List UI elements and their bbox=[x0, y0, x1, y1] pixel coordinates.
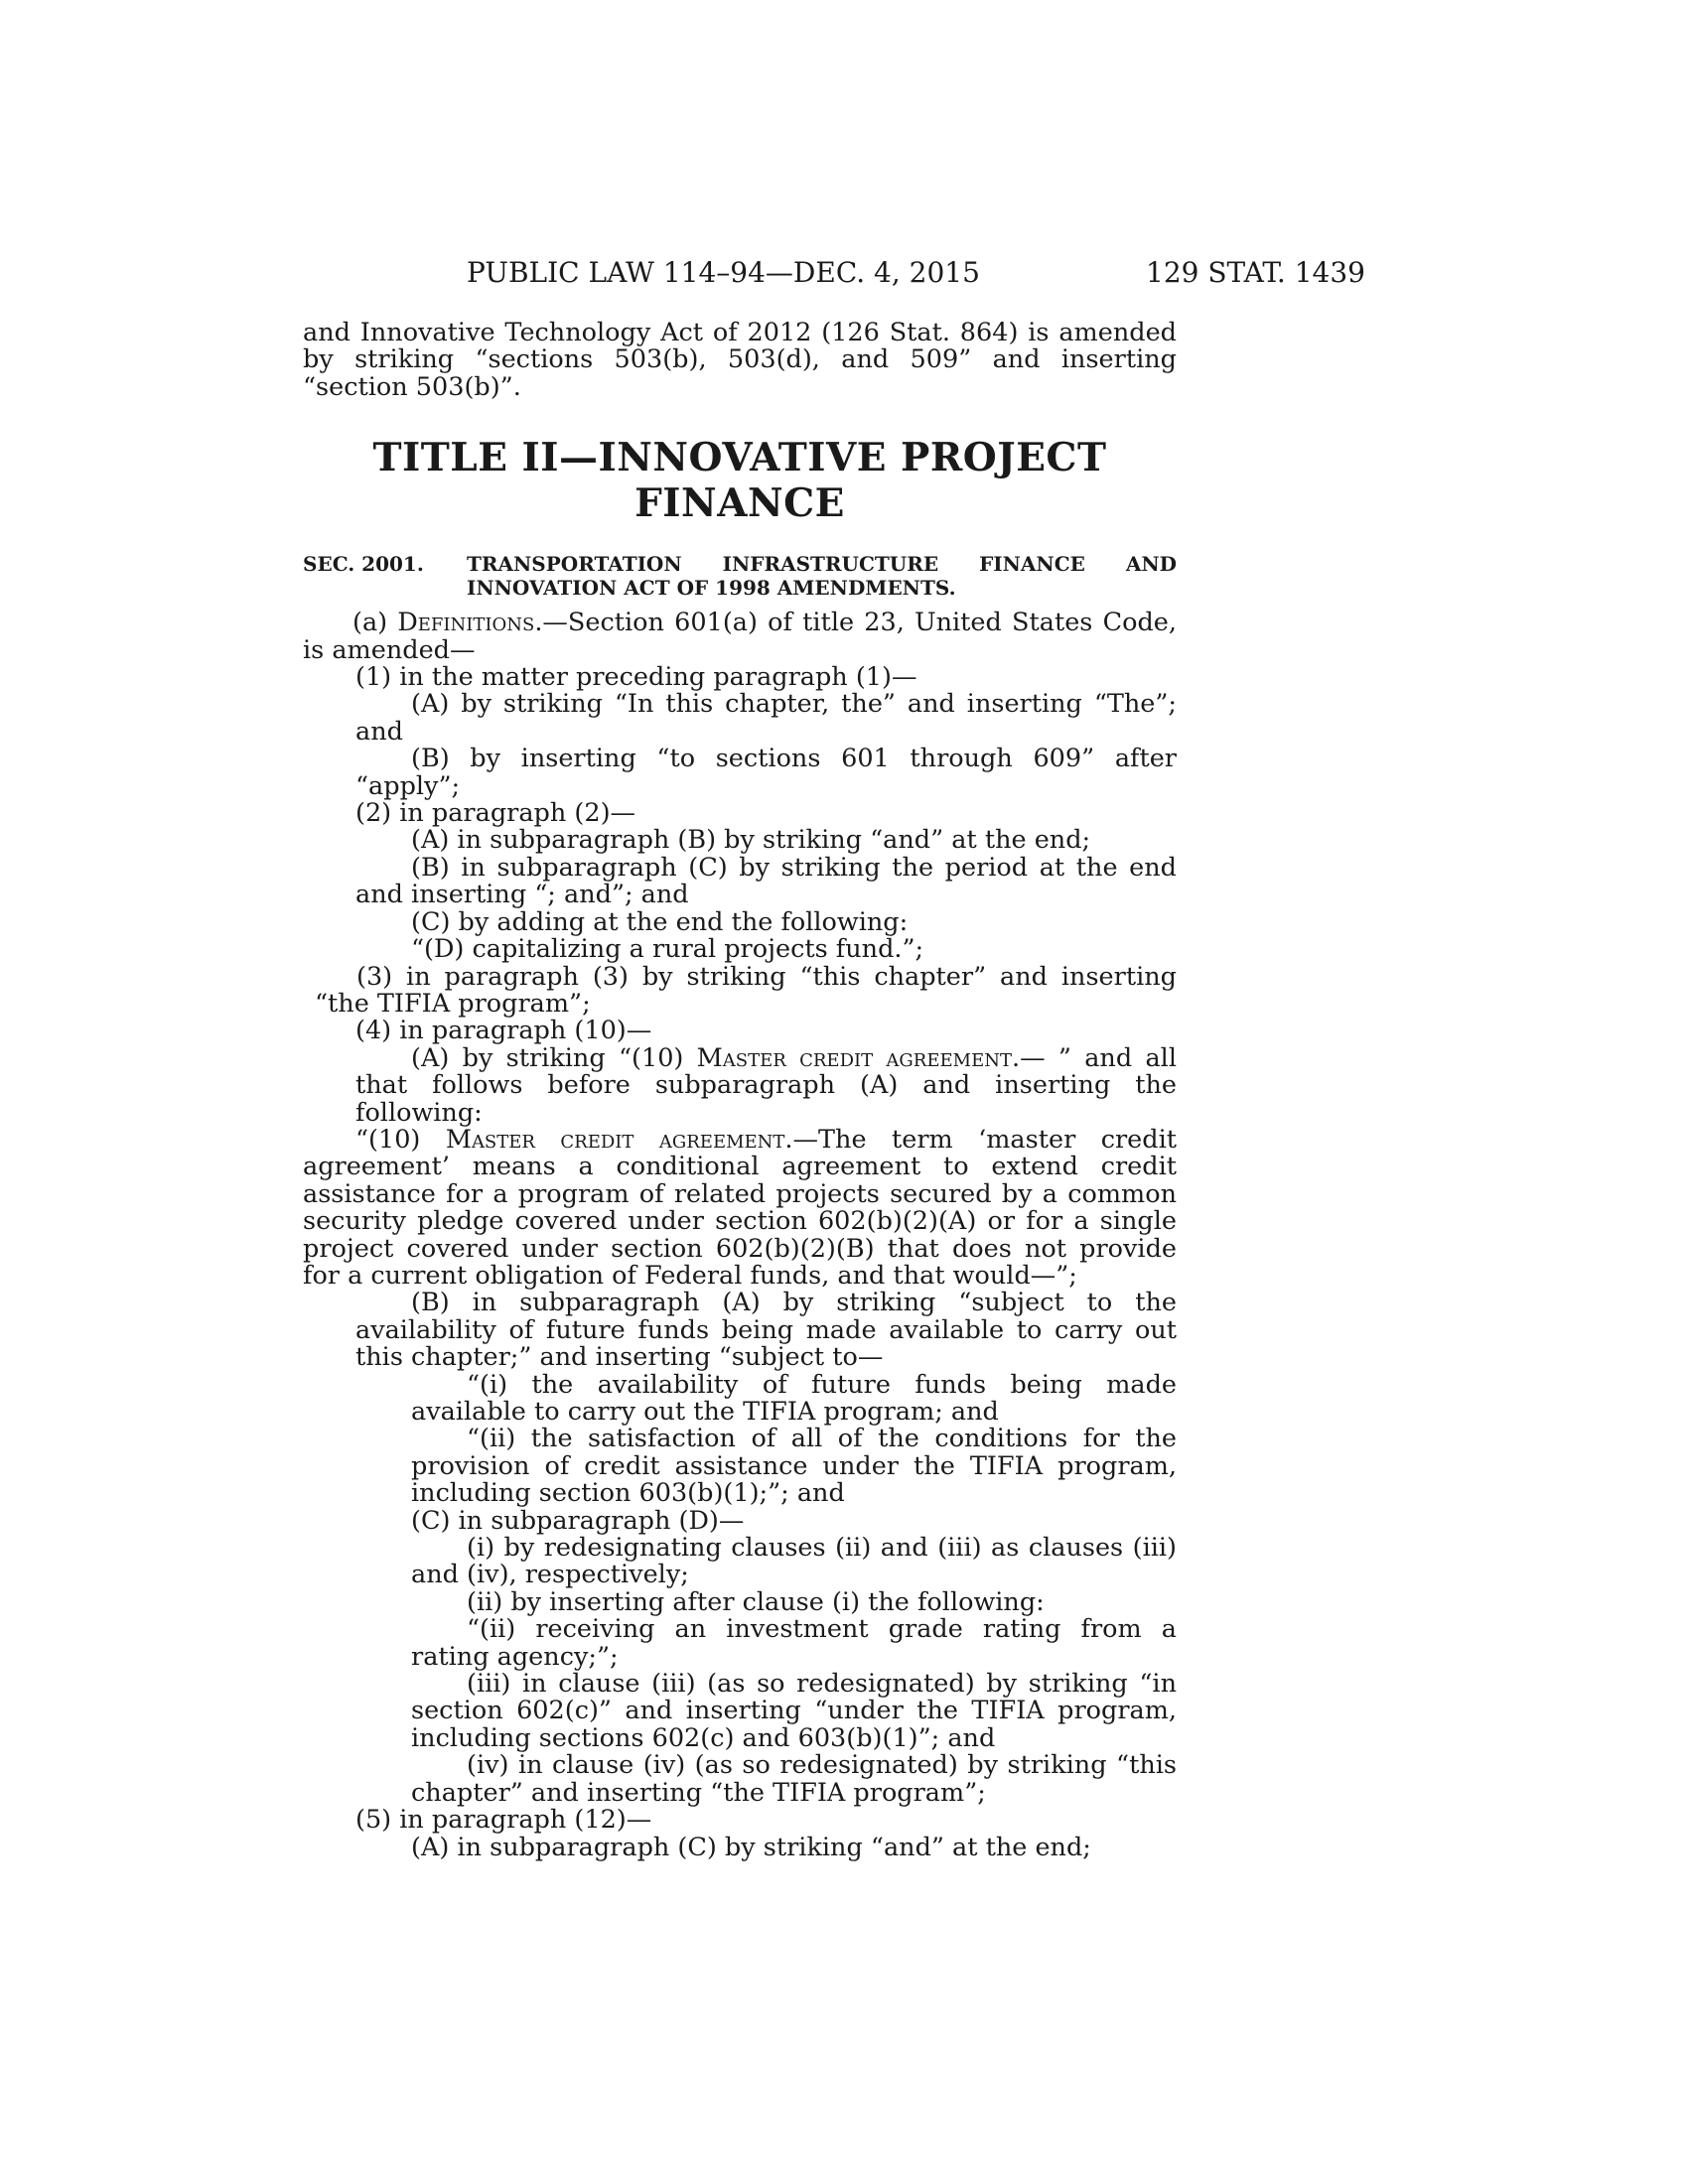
paragraph-5: (5) in paragraph (12)— bbox=[355, 1805, 652, 1836]
definition-10-after: .—The term ‘master credit agreement’ means a conditional agreement to extend credit assistance for a program of related projects secured by a common security pledge covered under section 602(b)(2)(A) or for a single project covered under section 602(b)(2)(B) that does not provide for a current obligation of Federal funds, and that would—”; bbox=[303, 1124, 1177, 1291]
paragraph-1-A: (A) by striking “In this chapter, the” and inserting “The”; and bbox=[355, 689, 1177, 747]
paragraph-2-D: “(D) capitalizing a rural projects fund.”; bbox=[411, 934, 924, 965]
paragraph-4-B: (B) in subparagraph (A) by striking “subject to the availability of future funds being made available to carry out this chapter;” and inserting “subject to— bbox=[355, 1288, 1177, 1373]
paragraph-3: (3) in paragraph (3) by striking “this chapter” and inserting “the TIFIA program”; bbox=[315, 961, 1177, 1019]
paragraph-4-B-i: “(i) the availability of future funds being made available to carry out the TIFIA program; and bbox=[411, 1369, 1177, 1427]
subsection-a-heading: Definitions bbox=[397, 608, 535, 638]
paragraph-4-A bbox=[303, 1042, 1177, 1128]
paragraph-4-A-before: (A) by striking “(10) bbox=[411, 1042, 697, 1073]
paragraph-1-B: (B) by inserting “to sections 601 through 609” after “apply”; bbox=[355, 744, 1177, 801]
subsection-a-text: .—Section 601(a) of title 23, United States Code, is amended— bbox=[303, 608, 1177, 665]
title-heading bbox=[303, 435, 1177, 526]
definition-10-before: “(10) bbox=[355, 1124, 446, 1155]
paragraph-2-C: (C) by adding at the end the following: bbox=[411, 906, 909, 937]
paragraph-1: (1) in the matter preceding paragraph (1)— bbox=[355, 662, 917, 693]
paragraph-4-C: (C) in subparagraph (D)— bbox=[411, 1505, 745, 1536]
subsection-a bbox=[303, 610, 1177, 664]
paragraph-4-C-iv: (iv) in clause (iv) (as so redesignated) by striking “this chapter” and inserting “the TIFIA program”; bbox=[411, 1750, 1177, 1808]
section-caption-line-2: INNOVATION ACT OF 1998 AMENDMENTS. bbox=[467, 576, 956, 601]
paragraph-2-A: (A) in subparagraph (B) by striking “and” at the end; bbox=[411, 825, 1091, 856]
definition-10 bbox=[262, 1124, 1177, 1291]
paragraph-4-A-after: .— ” and all that follows before subparagraph (A) and inserting the following: bbox=[355, 1042, 1177, 1128]
title-line-2: FINANCE bbox=[634, 480, 845, 527]
title-line-1: TITLE II—INNOVATIVE PROJECT bbox=[372, 435, 1107, 481]
paragraph-2-B: (B) in subparagraph (C) by striking the period at the end and inserting “; and”; and bbox=[355, 852, 1177, 910]
section-label: SEC. 2001. bbox=[303, 552, 424, 577]
paragraph-4-A-heading: Master credit agreement bbox=[696, 1042, 1012, 1073]
section-heading bbox=[303, 552, 1177, 600]
paragraph-4: (4) in paragraph (10)— bbox=[355, 1016, 652, 1046]
paragraph-4-C-ii: (ii) by inserting after clause (i) the following: bbox=[467, 1586, 1045, 1617]
subsection-a-prefix: (a) bbox=[352, 608, 398, 638]
paragraph-2: (2) in paragraph (2)— bbox=[355, 798, 636, 829]
header-title: PUBLIC LAW 114–94—DEC. 4, 2015 bbox=[467, 256, 980, 289]
section-caption-line-1: TRANSPORTATION INFRASTRUCTURE FINANCE AND bbox=[467, 552, 1177, 577]
running-header bbox=[467, 253, 1365, 293]
definition-10-heading: Master credit agreement bbox=[445, 1124, 785, 1155]
paragraph-4-B-ii: “(ii) the satisfaction of all of the conditions for the provision of credit assistance under the TIFIA program, including section 603(b)(1);”; and bbox=[411, 1424, 1177, 1509]
paragraph-4-C-i: (i) by redesignating clauses (ii) and (iii) as clauses (iii) and (iv), respectively; bbox=[411, 1533, 1177, 1590]
intro-paragraph: and Innovative Technology Act of 2012 (126 Stat. 864) is amended by striking “sections 503(b), 503(d), and 509” and inserting “section 503(b)”. bbox=[303, 318, 1177, 402]
paragraph-5-A: (A) in subparagraph (C) by striking “and” at the end; bbox=[411, 1832, 1091, 1862]
document-body bbox=[303, 320, 1177, 1861]
page-number: 129 STAT. 1439 bbox=[1146, 256, 1365, 289]
paragraph-4-C-iii: (iii) in clause (iii) (as so redesignated) by striking “in section 602(c)” and inserting “under the TIFIA program, including sections 602(c) and 603(b)(1)”; and bbox=[411, 1669, 1177, 1753]
paragraph-4-C-quote: “(ii) receiving an investment grade rating from a rating agency;”; bbox=[411, 1614, 1177, 1672]
